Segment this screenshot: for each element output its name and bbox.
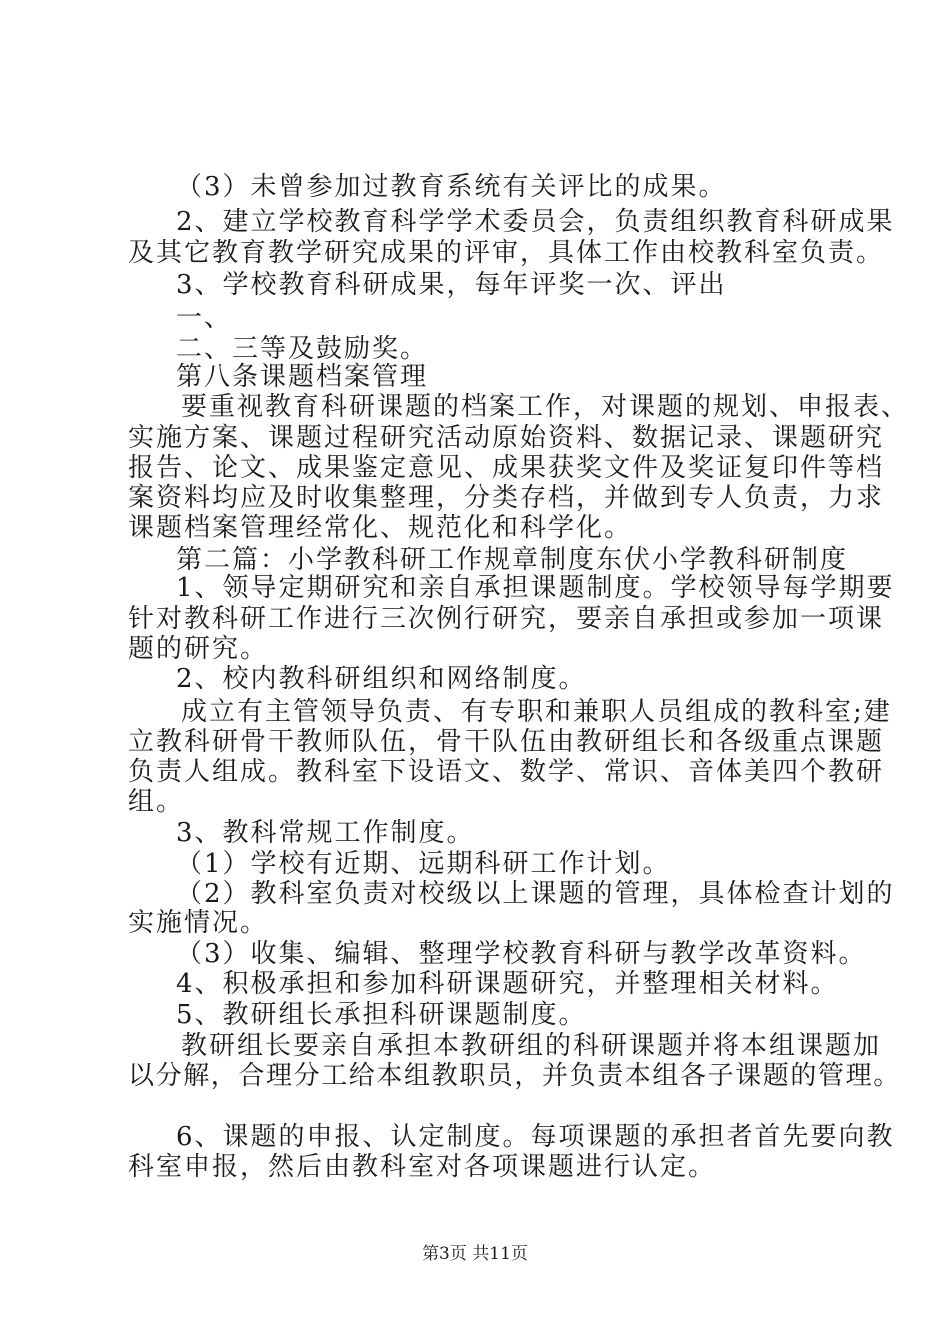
text-line: 实施方案、课题过程研究活动原始资料、数据记录、课题研究 [128,423,885,453]
text-line: （1）学校有近期、远期科研工作计划。 [176,849,671,879]
text-line: 2、校内教科研组织和网络制度。 [176,664,587,694]
text-line: （2）教科室负责对校级以上课题的管理，具体检查计划的 [176,879,895,909]
text-line: 3、学校教育科研成果，每年评奖一次、评出 [176,270,727,300]
text-line: 报告、论文、成果鉴定意见、成果获奖文件及奖证复印件等档 [128,453,885,483]
section-heading: 第二篇：小学教科研工作规章制度东伏小学教科研制度 [176,545,849,575]
section-heading: 第八条课题档案管理 [176,362,429,392]
text-line: 成立有主管领导负责、有专职和兼职人员组成的教科室;建 [181,697,892,727]
text-line: 6、课题的申报、认定制度。每项课题的承担者首先要向教 [176,1122,895,1152]
text-line: 1、领导定期研究和亲自承担课题制度。学校领导每学期要 [176,573,895,603]
text-line: 课题档案管理经常化、规范化和科学化。 [128,513,633,543]
text-line: 案资料均应及时收集整理，分类存档，并做到专人负责，力求 [128,483,885,513]
text-line: 负责人组成。教科室下设语文、数学、常识、音体美四个教研 [128,757,885,787]
text-line: 立教科研骨干教师队伍，骨干队伍由教研组长和各级重点课题 [128,727,885,757]
text-line: 要重视教育科研课题的档案工作，对课题的规划、申报表、 [181,392,910,422]
page-number: 第3页 共11页 [422,1244,528,1264]
text-line: 4、积极承担和参加科研课题研究，并整理相关材料。 [176,969,839,999]
text-line: 及其它教育教学研究成果的评审，具体工作由校教科室负责。 [128,238,885,268]
text-line: （3）收集、编辑、整理学校教育科研与教学改革资料。 [176,939,867,969]
text-line: 以分解，合理分工给本组教职员，并负责本组各子课题的管理。 [128,1061,901,1091]
text-line: 题的研究。 [128,634,269,664]
text-line: 5、教研组长承担科研课题制度。 [176,1000,587,1030]
text-line: 一、 [176,303,233,333]
text-line: 针对教科研工作进行三次例行研究，要亲自承担或参加一项课 [128,604,885,634]
text-line: 3、教科常规工作制度。 [176,818,475,848]
text-line: 教研组长要亲自承担本教研组的科研课题并将本组课题加 [181,1031,882,1061]
text-line: 2、建立学校教育科学学术委员会，负责组织教育科研成果 [176,207,895,237]
text-line: 组。 [128,787,185,817]
text-line: 科室申报，然后由教科室对各项课题进行认定。 [128,1152,717,1182]
text-line: 二、三等及鼓励奖。 [176,334,429,364]
text-line: 实施情况。 [128,908,269,938]
text-line: （3）未曾参加过教育系统有关评比的成果。 [176,172,727,202]
